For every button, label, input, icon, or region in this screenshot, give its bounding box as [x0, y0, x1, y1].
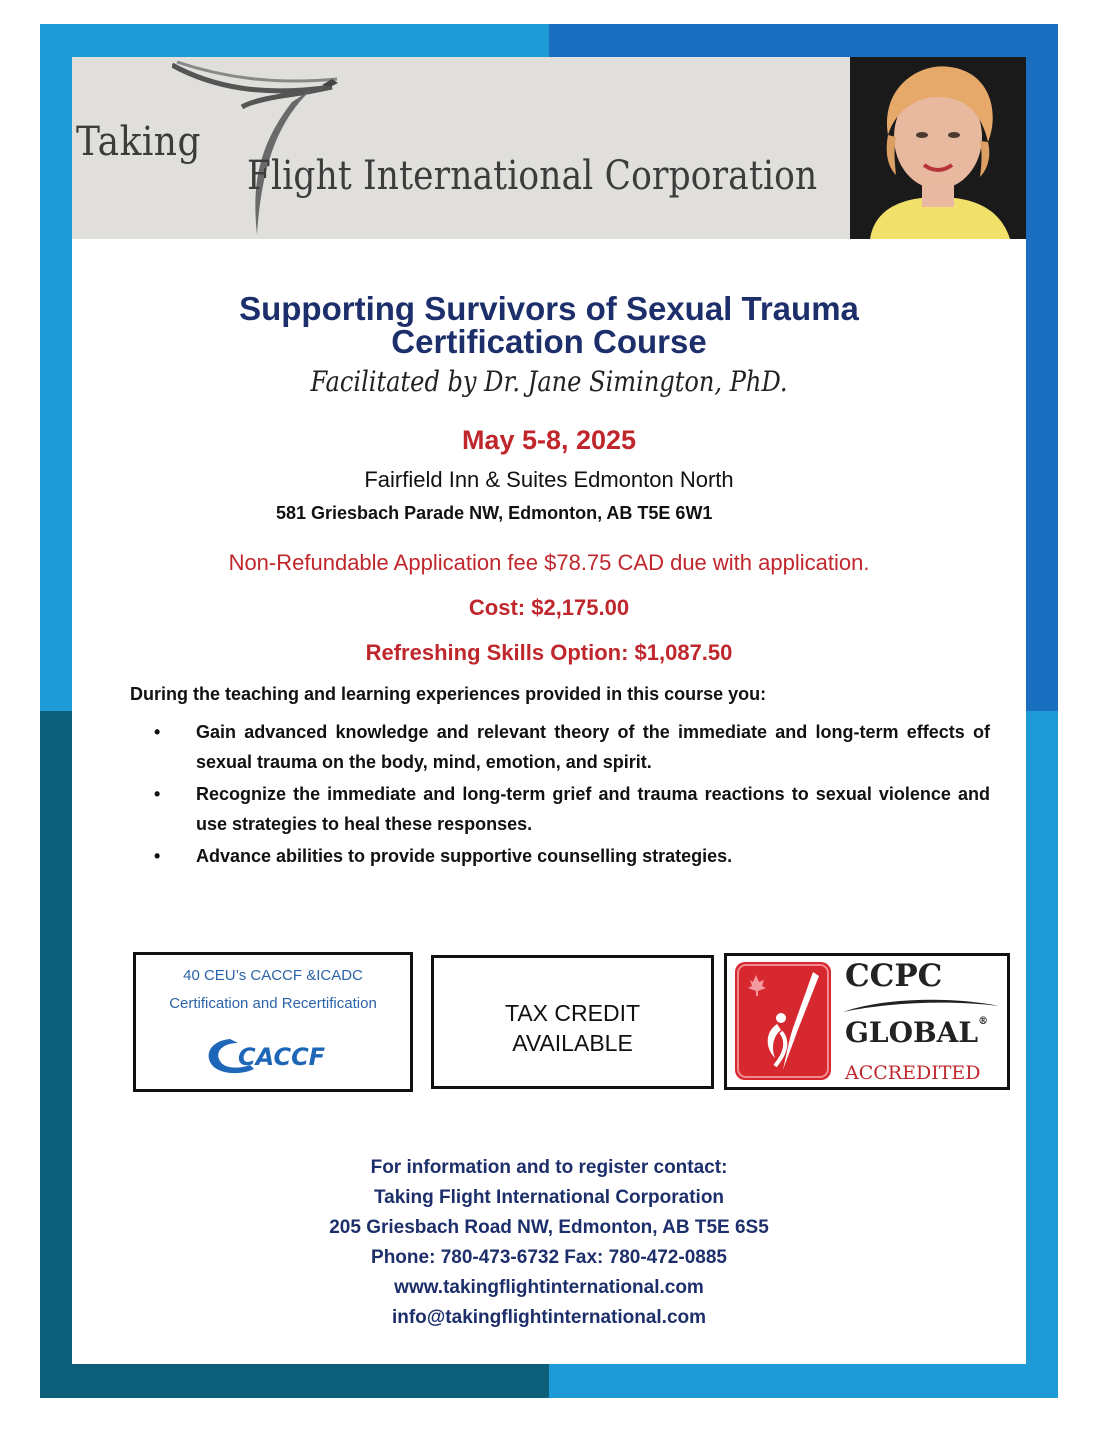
venue-name: Fairfield Inn & Suites Edmonton North [364, 467, 734, 492]
course-date: May 5-8, 2025 [461, 425, 637, 455]
tax-credit-badge [431, 955, 714, 1089]
ccpc-accredited: ACCREDITED [845, 1062, 981, 1084]
ccpc-badge [724, 953, 1010, 1090]
brand-word-taking: Taking [76, 119, 201, 165]
caccf-logo [202, 1033, 352, 1077]
bullet-icon: • [154, 722, 161, 742]
refresh-option-cost: Refreshing Skills Option: $1,087.50 [365, 640, 733, 665]
application-fee: Non-Refundable Application fee $78.75 CAD due with application. [228, 550, 870, 575]
course-title [72, 292, 1026, 358]
contact-intro: For information and to register contact: [370, 1157, 728, 1178]
bullet-icon: • [154, 784, 161, 804]
course-cost: Cost: $2,175.00 [468, 595, 630, 620]
ccpc-swoosh-icon [841, 996, 1001, 1014]
list-item: • Advance abilities to provide supportive counselling strategies. [130, 841, 990, 871]
venue-address: 581 Griesbach Parade NW, Edmonton, AB T5E 6W1 [276, 503, 713, 523]
course-title-line1: Supporting Survivors of Sexual Trauma [239, 290, 859, 327]
contact-phone-fax: Phone: 780-473-6732 Fax: 780-472-0885 [371, 1247, 727, 1268]
ccpc-global: GLOBAL® [845, 1016, 989, 1049]
contact-address: 205 Griesbach Road NW, Edmonton, AB T5E 6S5 [329, 1217, 769, 1238]
caccf-cert-text: Certification and Recertification [169, 995, 377, 1012]
bullet-icon: • [154, 846, 161, 866]
facilitator-line: Facilitated by Dr. Jane Simington, PhD. [310, 365, 788, 398]
svg-text:CACCF: CACCF [238, 1043, 326, 1071]
course-title-line2: Certification Course [391, 323, 707, 360]
ccpc-title: CCPC [845, 958, 943, 994]
list-item: • Recognize the immediate and long-term grief and trauma reactions to sexual violence and use strategies to heal these responses. [130, 779, 990, 839]
list-item: • Gain advanced knowledge and relevant theory of the immediate and long-term effects of sexual trauma on the body, mind, emotion, and spirit. [130, 717, 990, 777]
brand-name: Flight International Corporation [247, 153, 818, 199]
outcomes-intro: During the teaching and learning experiences provided in this course you: [130, 684, 767, 704]
outcomes-list [130, 717, 990, 873]
maple-leaf-figure-icon [735, 962, 831, 1080]
header-banner [72, 57, 1026, 239]
facilitator-portrait [850, 57, 1026, 239]
contact-website-link[interactable]: www.takingflightinternational.com [394, 1277, 704, 1298]
contact-email-link[interactable]: info@takingflightinternational.com [391, 1307, 707, 1328]
contact-company: Taking Flight International Corporation [373, 1187, 725, 1208]
tax-credit-text: TAX CREDIT AVAILABLE [504, 1000, 641, 1056]
flyer-page [72, 57, 1026, 1364]
caccf-badge [133, 952, 413, 1092]
caccf-ceu-text: 40 CEU’s CACCF &ICADC [183, 967, 363, 984]
contact-block [72, 1153, 1026, 1333]
